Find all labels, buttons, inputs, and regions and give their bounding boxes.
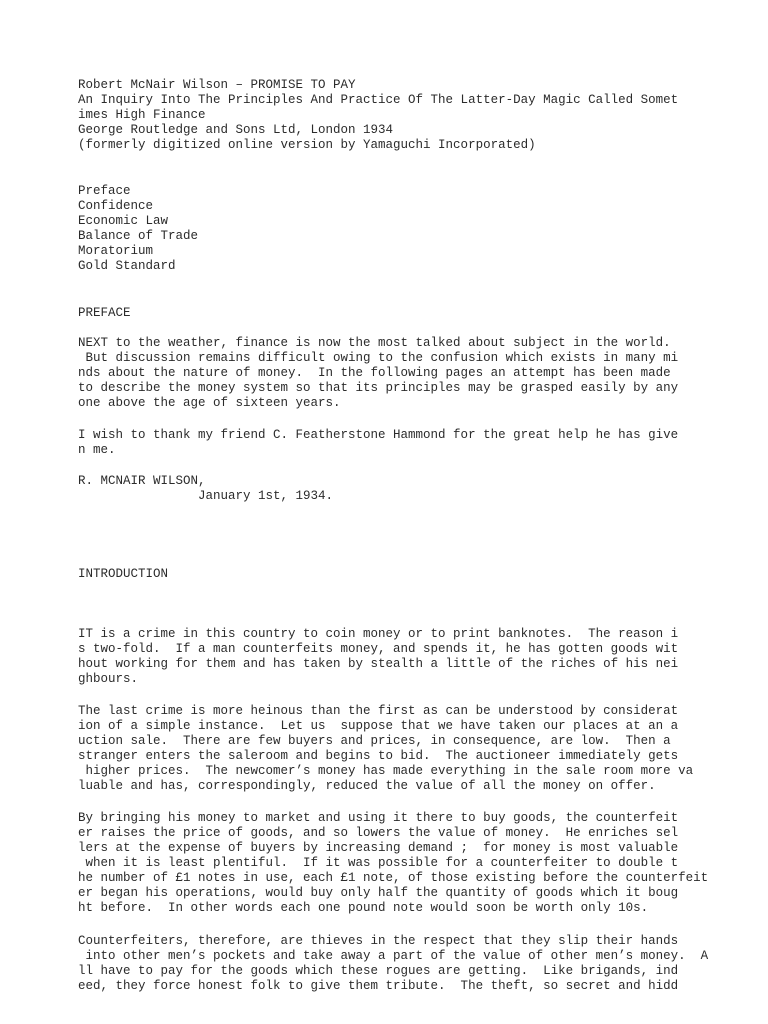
contents-item-economic-law: Economic Law <box>78 214 169 228</box>
header-subtitle-line-1: An Inquiry Into The Principles And Practice Of The Latter-Day Magic Called Somet <box>78 93 679 107</box>
preface-para1-line: But discussion remains difficult owing to the confusion which exists in many mi <box>78 351 679 365</box>
header-digitization-note: (formerly digitized online version by Yamaguchi Incorporated) <box>78 138 536 152</box>
contents-item-moratorium: Moratorium <box>78 244 154 258</box>
intro-para1-line: hout working for them and has taken by stealth a little of the riches of his nei <box>78 657 679 671</box>
header-author-title: Robert McNair Wilson – PROMISE TO PAY <box>78 78 356 92</box>
header-subtitle-line-2: imes High Finance <box>78 108 206 122</box>
intro-para4-line: into other men’s pockets and take away a part of the value of other men’s money. A <box>78 949 709 963</box>
header-publisher: George Routledge and Sons Ltd, London 1934 <box>78 123 394 137</box>
intro-para3-line: lers at the expense of buyers by increasing demand ; for money is most valuable <box>78 841 679 855</box>
preface-para1-line: one above the age of sixteen years. <box>78 396 341 410</box>
preface-para2-line: n me. <box>78 443 116 457</box>
intro-para3-line: he number of £1 notes in use, each £1 note, of those existing before the counterfeit <box>78 871 709 885</box>
preface-heading: PREFACE <box>78 306 131 320</box>
intro-para4-line: ll have to pay for the goods which these rogues are getting. Like brigands, ind <box>78 964 679 978</box>
intro-para2-line: ion of a simple instance. Let us suppose that we have taken our places at an a <box>78 719 679 733</box>
signature-date: January 1st, 1934. <box>78 489 334 503</box>
signature-name: R. MCNAIR WILSON, <box>78 474 206 488</box>
contents-item-balance-of-trade: Balance of Trade <box>78 229 199 243</box>
intro-para2-line: The last crime is more heinous than the first as can be understood by considerat <box>78 704 679 718</box>
contents-item-gold-standard: Gold Standard <box>78 259 176 273</box>
intro-para3-line: er raises the price of goods, and so lowers the value of money. He enriches sel <box>78 826 679 840</box>
preface-para1-line: NEXT to the weather, finance is now the most talked about subject in the world. <box>78 336 671 350</box>
intro-para3-line: when it is least plentiful. If it was possible for a counterfeiter to double t <box>78 856 679 870</box>
intro-para3-line: er began his operations, would buy only half the quantity of goods which it boug <box>78 886 679 900</box>
intro-para1-line: s two-fold. If a man counterfeits money, and spends it, he has gotten goods wit <box>78 642 679 656</box>
preface-para1-line: to describe the money system so that its principles may be grasped easily by any <box>78 381 679 395</box>
intro-para2-line: uction sale. There are few buyers and prices, in consequence, are low. Then a <box>78 734 671 748</box>
preface-para1-line: nds about the nature of money. In the following pages an attempt has been made <box>78 366 671 380</box>
intro-para3-line: ht before. In other words each one pound note would soon be worth only 10s. <box>78 901 649 915</box>
contents-item-preface: Preface <box>78 184 131 198</box>
contents-item-confidence: Confidence <box>78 199 154 213</box>
intro-para2-line: stranger enters the saleroom and begins to bid. The auctioneer immediately gets <box>78 749 679 763</box>
intro-para3-line: By bringing his money to market and using it there to buy goods, the counterfeit <box>78 811 679 825</box>
preface-para2-line: I wish to thank my friend C. Featherstone Hammond for the great help he has give <box>78 428 679 442</box>
intro-para2-line: higher prices. The newcomer’s money has made everything in the sale room more va <box>78 764 694 778</box>
intro-para2-line: luable and has, correspondingly, reduced the value of all the money on offer. <box>78 779 656 793</box>
intro-para1-line: ghbours. <box>78 672 139 686</box>
introduction-heading: INTRODUCTION <box>78 567 169 581</box>
intro-para4-line: Counterfeiters, therefore, are thieves in the respect that they slip their hands <box>78 934 679 948</box>
intro-para1-line: IT is a crime in this country to coin money or to print banknotes. The reason i <box>78 627 679 641</box>
intro-para4-line: eed, they force honest folk to give them tribute. The theft, so secret and hidd <box>78 979 679 993</box>
